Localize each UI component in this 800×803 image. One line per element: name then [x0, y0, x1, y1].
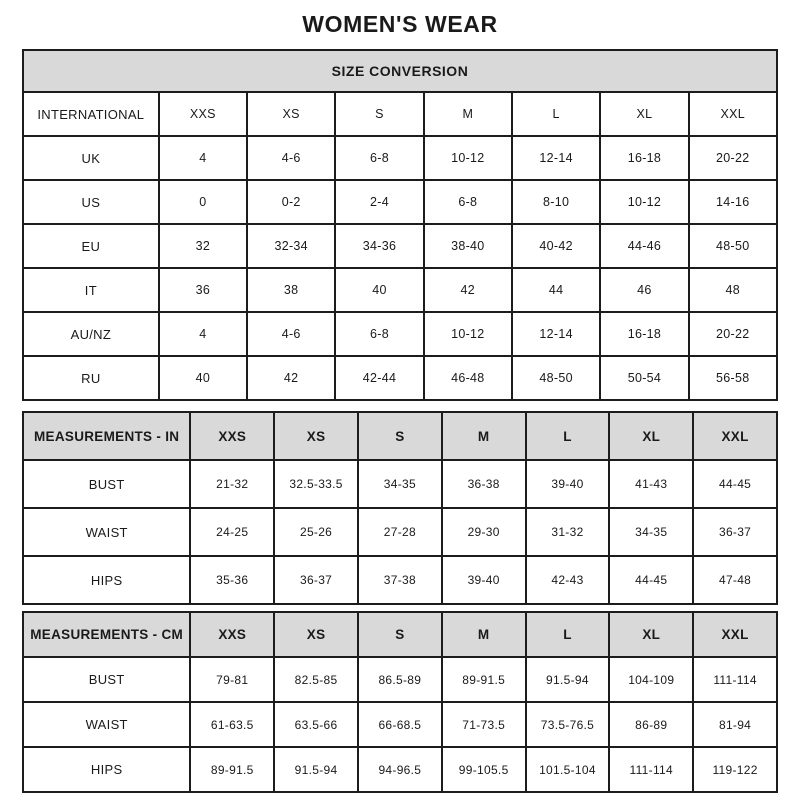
size-cell: 0-2 [247, 180, 335, 224]
table-row [23, 312, 777, 356]
size-cell: 32.5-33.5 [274, 460, 358, 508]
size-conversion-banner-row [23, 50, 777, 92]
size-cell: 42 [424, 268, 512, 312]
size-cell: 39-40 [526, 460, 610, 508]
table-row [23, 356, 777, 400]
column-header: L [526, 412, 610, 460]
size-cell: XXS [159, 92, 247, 136]
size-cell: 44-46 [600, 224, 688, 268]
table-row [23, 268, 777, 312]
size-cell: 20-22 [689, 312, 777, 356]
measurements-cm-header-row [23, 612, 777, 657]
row-label: INTERNATIONAL [23, 92, 159, 136]
table-row [23, 508, 777, 556]
table-row [23, 224, 777, 268]
column-header: L [526, 612, 610, 657]
size-cell: 40 [159, 356, 247, 400]
size-cell: 44 [512, 268, 600, 312]
column-header: XXS [190, 412, 274, 460]
size-cell: 14-16 [689, 180, 777, 224]
column-header: XS [274, 612, 358, 657]
size-cell: 8-10 [512, 180, 600, 224]
size-cell: 34-35 [609, 508, 693, 556]
column-header: XXL [693, 612, 777, 657]
column-header: XL [609, 612, 693, 657]
size-cell: 40 [335, 268, 423, 312]
row-label: HIPS [23, 556, 190, 604]
table-row [23, 556, 777, 604]
size-cell: 25-26 [274, 508, 358, 556]
size-cell: 94-96.5 [358, 747, 442, 792]
row-label: RU [23, 356, 159, 400]
size-cell: XXL [689, 92, 777, 136]
size-cell: XS [247, 92, 335, 136]
size-cell: 29-30 [442, 508, 526, 556]
size-cell: S [335, 92, 423, 136]
size-cell: 46 [600, 268, 688, 312]
size-cell: 66-68.5 [358, 702, 442, 747]
size-cell: 42 [247, 356, 335, 400]
size-cell: 86-89 [609, 702, 693, 747]
size-cell: 104-109 [609, 657, 693, 702]
size-cell: 56-58 [689, 356, 777, 400]
size-cell: 86.5-89 [358, 657, 442, 702]
size-cell: 48-50 [689, 224, 777, 268]
size-cell: 36-38 [442, 460, 526, 508]
measurements-in-table [22, 411, 778, 605]
size-cell: 36-37 [274, 556, 358, 604]
column-header: S [358, 612, 442, 657]
size-cell: 21-32 [190, 460, 274, 508]
size-cell: 6-8 [424, 180, 512, 224]
size-cell: 39-40 [442, 556, 526, 604]
size-cell: 6-8 [335, 136, 423, 180]
size-cell: 4 [159, 312, 247, 356]
column-header: M [442, 612, 526, 657]
size-cell: 91.5-94 [274, 747, 358, 792]
size-cell: 16-18 [600, 136, 688, 180]
size-cell: 20-22 [689, 136, 777, 180]
size-cell: 0 [159, 180, 247, 224]
table-row [23, 702, 777, 747]
row-label: BUST [23, 657, 190, 702]
row-label: HIPS [23, 747, 190, 792]
column-header: S [358, 412, 442, 460]
size-cell: 91.5-94 [526, 657, 610, 702]
size-cell: 40-42 [512, 224, 600, 268]
table-row [23, 136, 777, 180]
size-cell: 111-114 [609, 747, 693, 792]
table-title-header: MEASUREMENTS - IN [23, 412, 190, 460]
size-cell: 81-94 [693, 702, 777, 747]
column-header: XS [274, 412, 358, 460]
row-label: BUST [23, 460, 190, 508]
size-cell: 89-91.5 [190, 747, 274, 792]
column-header: XXL [693, 412, 777, 460]
size-cell: 4-6 [247, 136, 335, 180]
size-cell: 6-8 [335, 312, 423, 356]
table-row [23, 747, 777, 792]
size-cell: 37-38 [358, 556, 442, 604]
size-cell: 32 [159, 224, 247, 268]
row-label: WAIST [23, 702, 190, 747]
size-cell: 34-35 [358, 460, 442, 508]
size-cell: 42-44 [335, 356, 423, 400]
size-cell: 82.5-85 [274, 657, 358, 702]
size-cell: 73.5-76.5 [526, 702, 610, 747]
size-cell: 46-48 [424, 356, 512, 400]
row-label: AU/NZ [23, 312, 159, 356]
size-cell: 35-36 [190, 556, 274, 604]
size-cell: 79-81 [190, 657, 274, 702]
size-cell: 12-14 [512, 136, 600, 180]
table-banner: SIZE CONVERSION [23, 50, 777, 92]
table-title-header: MEASUREMENTS - CM [23, 612, 190, 657]
column-header: XL [609, 412, 693, 460]
size-cell: L [512, 92, 600, 136]
size-cell: 44-45 [693, 460, 777, 508]
measurements-cm-table [22, 611, 778, 793]
size-cell: 50-54 [600, 356, 688, 400]
size-cell: 119-122 [693, 747, 777, 792]
size-cell: 42-43 [526, 556, 610, 604]
size-cell: 41-43 [609, 460, 693, 508]
table-row [23, 92, 777, 136]
size-cell: 36 [159, 268, 247, 312]
size-cell: 48-50 [512, 356, 600, 400]
size-cell: 61-63.5 [190, 702, 274, 747]
row-label: UK [23, 136, 159, 180]
size-cell: 10-12 [424, 136, 512, 180]
size-cell: 44-45 [609, 556, 693, 604]
size-conversion-table [22, 49, 778, 401]
size-cell: 89-91.5 [442, 657, 526, 702]
size-cell: 31-32 [526, 508, 610, 556]
size-cell: 48 [689, 268, 777, 312]
size-cell: 71-73.5 [442, 702, 526, 747]
size-cell: 32-34 [247, 224, 335, 268]
measurements-in-header-row [23, 412, 777, 460]
size-cell: 24-25 [190, 508, 274, 556]
size-cell: 63.5-66 [274, 702, 358, 747]
size-cell: 99-105.5 [442, 747, 526, 792]
row-label: US [23, 180, 159, 224]
size-cell: 10-12 [600, 180, 688, 224]
page-title: WOMEN'S WEAR [302, 11, 498, 37]
size-cell: 10-12 [424, 312, 512, 356]
row-label: IT [23, 268, 159, 312]
size-cell: 111-114 [693, 657, 777, 702]
table-row [23, 180, 777, 224]
size-cell: XL [600, 92, 688, 136]
size-cell: 101.5-104 [526, 747, 610, 792]
table-row [23, 657, 777, 702]
size-cell: 36-37 [693, 508, 777, 556]
size-cell: 38-40 [424, 224, 512, 268]
size-cell: M [424, 92, 512, 136]
size-cell: 4 [159, 136, 247, 180]
size-cell: 27-28 [358, 508, 442, 556]
column-header: M [442, 412, 526, 460]
size-cell: 38 [247, 268, 335, 312]
size-cell: 34-36 [335, 224, 423, 268]
row-label: EU [23, 224, 159, 268]
column-header: XXS [190, 612, 274, 657]
size-cell: 2-4 [335, 180, 423, 224]
size-cell: 16-18 [600, 312, 688, 356]
row-label: WAIST [23, 508, 190, 556]
table-row [23, 460, 777, 508]
size-cell: 4-6 [247, 312, 335, 356]
size-cell: 47-48 [693, 556, 777, 604]
size-cell: 12-14 [512, 312, 600, 356]
